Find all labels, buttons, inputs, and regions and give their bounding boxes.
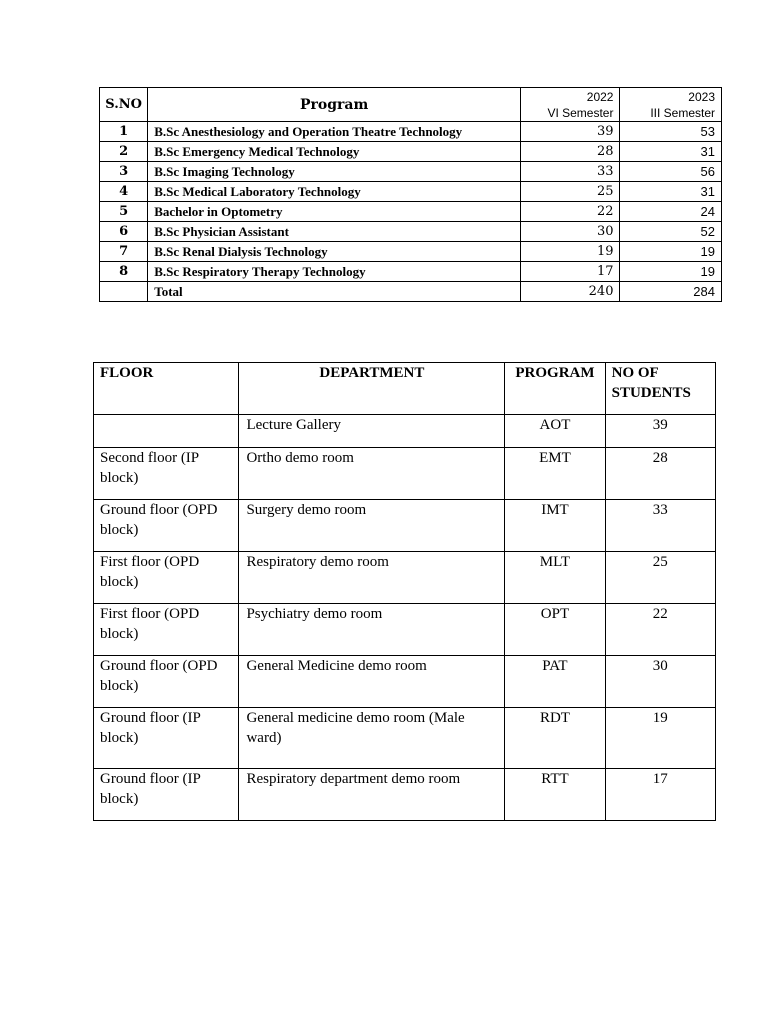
table-row [100, 162, 722, 182]
students-cell: 33 [605, 500, 715, 552]
students-cell: 28 [605, 448, 715, 500]
sno-header: S.NO [100, 88, 148, 122]
floor-cell: First floor (OPD block) [94, 604, 239, 656]
table-row [94, 448, 716, 500]
table-row [94, 708, 716, 769]
sno-cell: 7 [100, 242, 148, 262]
program-cell: RDT [505, 708, 605, 769]
count-2023-cell: 19 [620, 242, 722, 262]
program-cell: OPT [505, 604, 605, 656]
count-2023-cell: 24 [620, 202, 722, 222]
program-cell: B.Sc Anesthesiology and Operation Theatre Technology [148, 122, 521, 142]
count-2023-cell: 31 [620, 142, 722, 162]
sno-cell [100, 282, 148, 302]
count-2022-cell: 39 [521, 122, 620, 142]
floor-cell: Second floor (IP block) [94, 448, 239, 500]
demo-room-table [93, 362, 716, 821]
count-2022-cell: 22 [521, 202, 620, 222]
program-cell: RTT [505, 769, 605, 821]
count-2023-cell: 53 [620, 122, 722, 142]
semester-2022-header [521, 88, 620, 122]
department-cell: Psychiatry demo room [239, 604, 505, 656]
floor-cell: Ground floor (OPD block) [94, 500, 239, 552]
table-row [100, 242, 722, 262]
program-header: Program [148, 88, 521, 122]
count-2023-cell: 56 [620, 162, 722, 182]
floor-cell: Ground floor (OPD block) [94, 656, 239, 708]
count-2022-cell: 28 [521, 142, 620, 162]
department-cell: Surgery demo room [239, 500, 505, 552]
department-header: DEPARTMENT [239, 363, 505, 415]
count-2023-cell: 52 [620, 222, 722, 242]
sno-cell: 3 [100, 162, 148, 182]
vi-semester-label: VI Semester [547, 105, 614, 120]
table-row [100, 182, 722, 202]
total-2023-cell: 284 [620, 282, 722, 302]
count-2022-cell: 30 [521, 222, 620, 242]
year-2022-label: 2022 [586, 89, 614, 104]
table-row [94, 552, 716, 604]
sno-cell: 6 [100, 222, 148, 242]
count-2023-cell: 19 [620, 262, 722, 282]
table-row [94, 500, 716, 552]
table-row [100, 262, 722, 282]
semester-2023-header [620, 88, 722, 122]
students-cell: 19 [605, 708, 715, 769]
floor-cell: First floor (OPD block) [94, 552, 239, 604]
students-cell: 17 [605, 769, 715, 821]
department-cell: Lecture Gallery [239, 415, 505, 448]
table-row [94, 656, 716, 708]
students-cell: 25 [605, 552, 715, 604]
demo-room-table-header [94, 363, 716, 415]
program-cell: MLT [505, 552, 605, 604]
table-row [100, 142, 722, 162]
count-2023-cell: 31 [620, 182, 722, 202]
total-row [100, 282, 722, 302]
count-2022-cell: 25 [521, 182, 620, 202]
program-cell: B.Sc Emergency Medical Technology [148, 142, 521, 162]
year-2023-label: 2023 [688, 89, 715, 104]
sno-cell: 1 [100, 122, 148, 142]
table-row [100, 202, 722, 222]
program-cell: B.Sc Medical Laboratory Technology [148, 182, 521, 202]
program-cell: IMT [505, 500, 605, 552]
total-2022-cell: 240 [521, 282, 620, 302]
sno-cell: 8 [100, 262, 148, 282]
count-2022-cell: 19 [521, 242, 620, 262]
department-cell: Ortho demo room [239, 448, 505, 500]
floor-cell: Ground floor (IP block) [94, 708, 239, 769]
table-row [100, 222, 722, 242]
program-header: PROGRAM [505, 363, 605, 415]
students-cell: 22 [605, 604, 715, 656]
program-cell: EMT [505, 448, 605, 500]
program-cell: B.Sc Physician Assistant [148, 222, 521, 242]
floor-header: FLOOR [94, 363, 239, 415]
program-cell: Bachelor in Optometry [148, 202, 521, 222]
sno-cell: 4 [100, 182, 148, 202]
floor-cell: Ground floor (IP block) [94, 769, 239, 821]
department-cell: Respiratory department demo room [239, 769, 505, 821]
total-label: Total [148, 282, 521, 302]
table-row [94, 415, 716, 448]
sno-cell: 5 [100, 202, 148, 222]
students-cell: 39 [605, 415, 715, 448]
program-cell: AOT [505, 415, 605, 448]
table-row [100, 122, 722, 142]
count-2022-cell: 17 [521, 262, 620, 282]
program-cell: PAT [505, 656, 605, 708]
iii-semester-label: III Semester [650, 105, 715, 120]
department-cell: General Medicine demo room [239, 656, 505, 708]
enrollment-table [99, 87, 722, 302]
students-header: NO OF STUDENTS [605, 363, 715, 415]
program-cell: B.Sc Renal Dialysis Technology [148, 242, 521, 262]
sno-cell: 2 [100, 142, 148, 162]
department-cell: Respiratory demo room [239, 552, 505, 604]
program-cell: B.Sc Imaging Technology [148, 162, 521, 182]
table-row [94, 769, 716, 821]
program-cell: B.Sc Respiratory Therapy Technology [148, 262, 521, 282]
department-cell: General medicine demo room (Male ward) [239, 708, 505, 769]
students-cell: 30 [605, 656, 715, 708]
floor-cell [94, 415, 239, 448]
enrollment-table-header [100, 88, 722, 122]
count-2022-cell: 33 [521, 162, 620, 182]
table-row [94, 604, 716, 656]
